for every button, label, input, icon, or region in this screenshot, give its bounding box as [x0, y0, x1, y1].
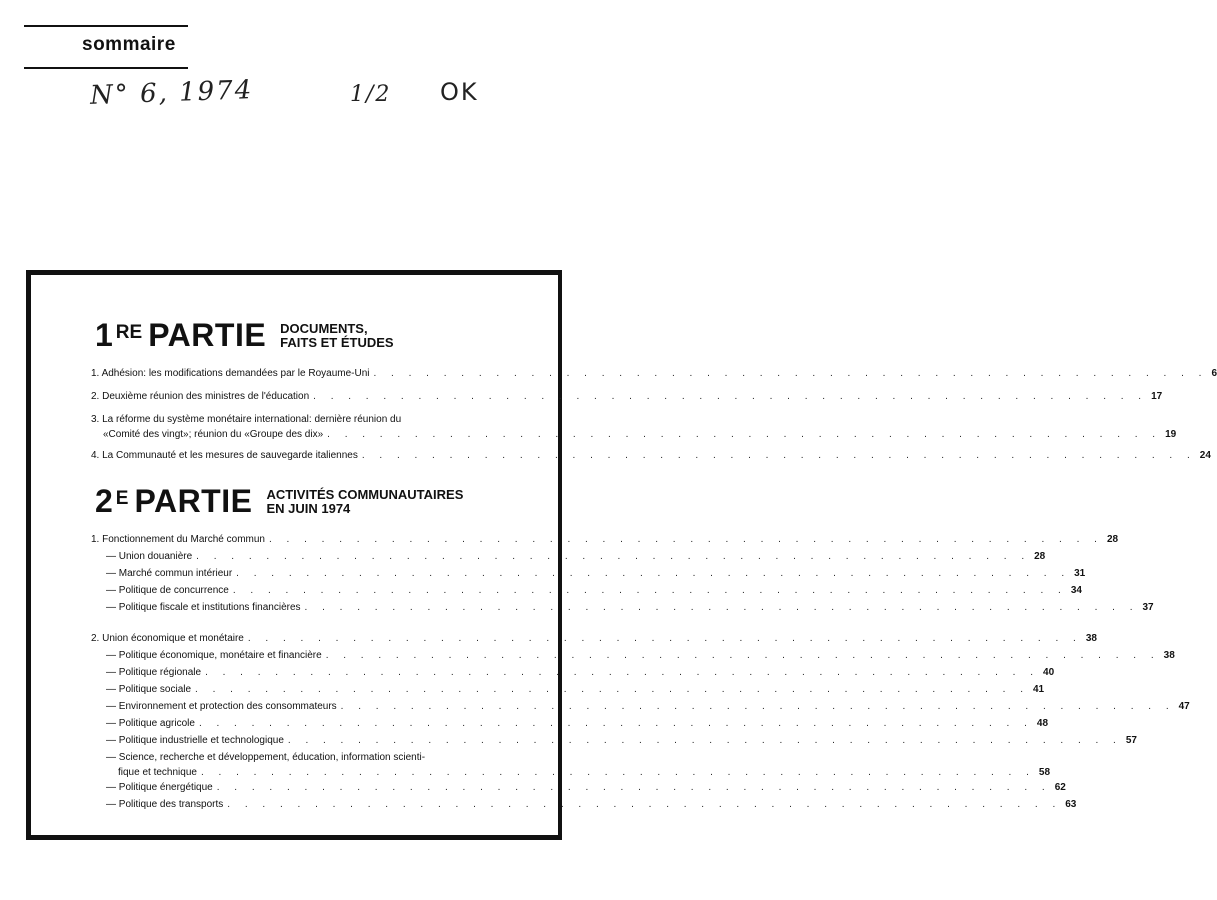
toc-line [91, 649, 1175, 664]
page-number: 57 [1125, 735, 1137, 746]
toc-subentry [91, 666, 1055, 681]
toc-subentry [91, 584, 1082, 599]
dot-leader: . . . . . . . . . . . . . . . . . . . . . . . . . . . . . . . . . . . . . . . . . . . . . . . . [287, 735, 1122, 746]
toc-subentry [91, 734, 1137, 749]
dot-leader: . . . . . . . . . . . . . . . . . . . . . . . . . . . . . . . . . . . . . . . . . . . . . . . . [327, 429, 1162, 440]
toc-line [91, 449, 1211, 464]
page-number: 19 [1165, 429, 1177, 440]
page-number: 63 [1065, 799, 1077, 810]
toc-line [91, 766, 1051, 779]
toc-subentry [91, 751, 1051, 779]
toc-entry [91, 449, 1211, 464]
header-rule-bottom [24, 67, 188, 69]
toc-subentry [91, 649, 1175, 664]
toc-line [91, 584, 1082, 599]
toc-line [91, 601, 1154, 616]
toc-line [91, 413, 521, 428]
toc-entry-text: — Politique économique, monétaire et financière [106, 650, 322, 661]
toc-line [91, 700, 1190, 715]
toc-subentry [91, 567, 1086, 582]
toc-entry [91, 367, 1217, 382]
toc-line [91, 798, 1077, 813]
dot-leader: . . . . . . . . . . . . . . . . . . . . . . . . . . . . . . . . . . . . . . . . . . . . . . . . [216, 782, 1051, 793]
toc-entry-text: — Politique fiscale et institutions financières [106, 602, 301, 613]
toc-subentry [91, 683, 1045, 698]
part2-heading [95, 485, 463, 517]
dot-leader: . . . . . . . . . . . . . . . . . . . . . . . . . . . . . . . . . . . . . . . . . . . . . . . . [340, 701, 1175, 712]
toc-entry-text: — Politique des transports [106, 799, 224, 810]
toc-line [91, 550, 1046, 565]
toc-entry-text: — Marché commun intérieur [106, 568, 233, 579]
toc-entry-text: — Science, recherche et développement, éducation, information scienti- [106, 752, 426, 763]
dot-leader: . . . . . . . . . . . . . . . . . . . . . . . . . . . . . . . . . . . . . . . . . . . . . . . . [247, 633, 1082, 644]
part2-subtitle-line: EN JUIN 1974 [266, 501, 351, 516]
spacer [91, 616, 521, 632]
page-number: 48 [1036, 718, 1049, 729]
part2-word: PARTIE [134, 483, 253, 519]
toc-line [91, 666, 1055, 681]
page-number: 38 [1085, 633, 1097, 644]
page-title: sommaire [82, 34, 176, 55]
part1-ordinal: RE [115, 322, 143, 343]
header-rule-top [24, 25, 188, 27]
toc-entry-text: 2. Union économique et monétaire [91, 633, 244, 644]
toc-subentry [91, 798, 1077, 813]
dot-leader: . . . . . . . . . . . . . . . . . . . . . . . . . . . . . . . . . . . . . . . . . . . . . . . . [361, 450, 1196, 461]
toc-entry [91, 390, 1163, 405]
toc-entry-text: 2. Deuxième réunion des ministres de l'éducation [91, 391, 310, 402]
dot-leader: . . . . . . . . . . . . . . . . . . . . . . . . . . . . . . . . . . . . . . . . . . . . . . . . [232, 585, 1067, 596]
part1-subtitle-line: DOCUMENTS, [280, 321, 368, 336]
toc-line [91, 734, 1137, 749]
part2-subtitle [266, 488, 463, 516]
toc-entry-text: 1. Fonctionnement du Marché commun [91, 534, 265, 545]
part2-toc [91, 533, 1190, 813]
page-number: 6 [1211, 368, 1217, 379]
toc-entry [91, 533, 1119, 548]
part2-subtitle-line: ACTIVITÉS COMMUNAUTAIRES [266, 487, 464, 502]
toc-entry-continuation: «Comité des vingt»; réunion du «Groupe des dix» [103, 429, 324, 440]
dot-leader: . . . . . . . . . . . . . . . . . . . . . . . . . . . . . . . . . . . . . . . . . . . . . . . . [304, 602, 1139, 613]
page-number: 34 [1070, 585, 1082, 596]
dot-leader: . . . . . . . . . . . . . . . . . . . . . . . . . . . . . . . . . . . . . . . . . . . . . . . . [373, 368, 1208, 379]
dot-leader: . . . . . . . . . . . . . . . . . . . . . . . . . . . . . . . . . . . . . . . . . . . . . . . . [268, 534, 1103, 545]
toc-entry [91, 413, 1177, 441]
toc-entry-text: — Politique régionale [106, 667, 202, 678]
part1-subtitle [280, 322, 393, 350]
dot-leader: . . . . . . . . . . . . . . . . . . . . . . . . . . . . . . . . . . . . . . . . . . . . . . . . [198, 718, 1033, 729]
toc-entry-text: 3. La réforme du système monétaire international: dernière réunion du [91, 414, 402, 425]
toc-line [91, 632, 1097, 647]
toc-line [91, 390, 1163, 405]
toc-entry [91, 632, 1097, 647]
page-number: 28 [1106, 534, 1119, 545]
part2-ordinal: E [115, 488, 129, 509]
toc-line [91, 567, 1086, 582]
toc-subentry [91, 700, 1190, 715]
toc-line [91, 367, 1217, 382]
page-number: 62 [1054, 782, 1066, 793]
dot-leader: . . . . . . . . . . . . . . . . . . . . . . . . . . . . . . . . . . . . . . . . . . . . . . . . [196, 551, 1031, 562]
part1-toc [91, 367, 1217, 464]
toc-subentry [91, 781, 1066, 796]
toc-subentry [91, 550, 1046, 565]
dot-leader: . . . . . . . . . . . . . . . . . . . . . . . . . . . . . . . . . . . . . . . . . . . . . . . . [227, 799, 1062, 810]
handwritten-half-note: 1/2 [350, 82, 392, 107]
page-number: 17 [1151, 391, 1163, 402]
dot-leader: . . . . . . . . . . . . . . . . . . . . . . . . . . . . . . . . . . . . . . . . . . . . . . . . [195, 684, 1029, 695]
toc-entry-text: — Politique agricole [106, 718, 195, 729]
toc-entry-text: 1. Adhésion: les modifications demandées par le Royaume-Uni [91, 368, 370, 379]
toc-subentry [91, 717, 1049, 732]
dot-leader: . . . . . . . . . . . . . . . . . . . . . . . . . . . . . . . . . . . . . . . . . . . . . . . . [200, 767, 1035, 778]
part1-number: 1 [95, 317, 113, 353]
page-number: 28 [1034, 551, 1046, 562]
page-number: 40 [1043, 667, 1055, 678]
handwritten-ok-note: OK [440, 78, 479, 106]
dot-leader: . . . . . . . . . . . . . . . . . . . . . . . . . . . . . . . . . . . . . . . . . . . . . . . . [325, 650, 1160, 661]
part1-subtitle-line: FAITS ET ÉTUDES [280, 335, 394, 350]
part1-heading [95, 319, 394, 351]
handwritten-issue-note: N° 6, 1974 [89, 75, 254, 111]
page-number: 47 [1178, 701, 1190, 712]
spacer [91, 441, 521, 449]
toc-subentry [91, 601, 1154, 616]
toc-entry-text: — Politique sociale [106, 684, 192, 695]
page-number: 38 [1163, 650, 1175, 661]
toc-entry-text: 4. La Communauté et les mesures de sauvegarde italiennes [91, 450, 358, 461]
part2-number: 2 [95, 483, 113, 519]
page-number: 24 [1199, 450, 1211, 461]
toc-entry-continuation: fique et technique [118, 767, 197, 778]
dot-leader: . . . . . . . . . . . . . . . . . . . . . . . . . . . . . . . . . . . . . . . . . . . . . . . . [205, 667, 1040, 678]
toc-line [91, 683, 1045, 698]
dot-leader: . . . . . . . . . . . . . . . . . . . . . . . . . . . . . . . . . . . . . . . . . . . . . . . . [236, 568, 1071, 579]
page-number: 31 [1074, 568, 1086, 579]
dot-leader: . . . . . . . . . . . . . . . . . . . . . . . . . . . . . . . . . . . . . . . . . . . . . . . . [313, 391, 1148, 402]
toc-line [91, 533, 1119, 548]
toc-entry-text: — Politique de concurrence [106, 585, 229, 596]
toc-entry-text: — Politique énergétique [106, 782, 213, 793]
toc-entry-text: — Environnement et protection des consommateurs [106, 701, 337, 712]
toc-entry-text: — Politique industrielle et technologique [106, 735, 284, 746]
toc-line [91, 717, 1049, 732]
toc-line [91, 781, 1066, 796]
contents-frame [26, 270, 1217, 840]
page-number: 37 [1142, 602, 1154, 613]
spacer [91, 382, 521, 390]
page-number: 41 [1033, 684, 1045, 695]
page-number: 58 [1038, 767, 1051, 778]
toc-entry-text: — Union douanière [106, 551, 193, 562]
toc-line [91, 751, 521, 766]
toc-line [91, 428, 1177, 441]
part1-word: PARTIE [148, 317, 267, 353]
spacer [91, 405, 521, 413]
